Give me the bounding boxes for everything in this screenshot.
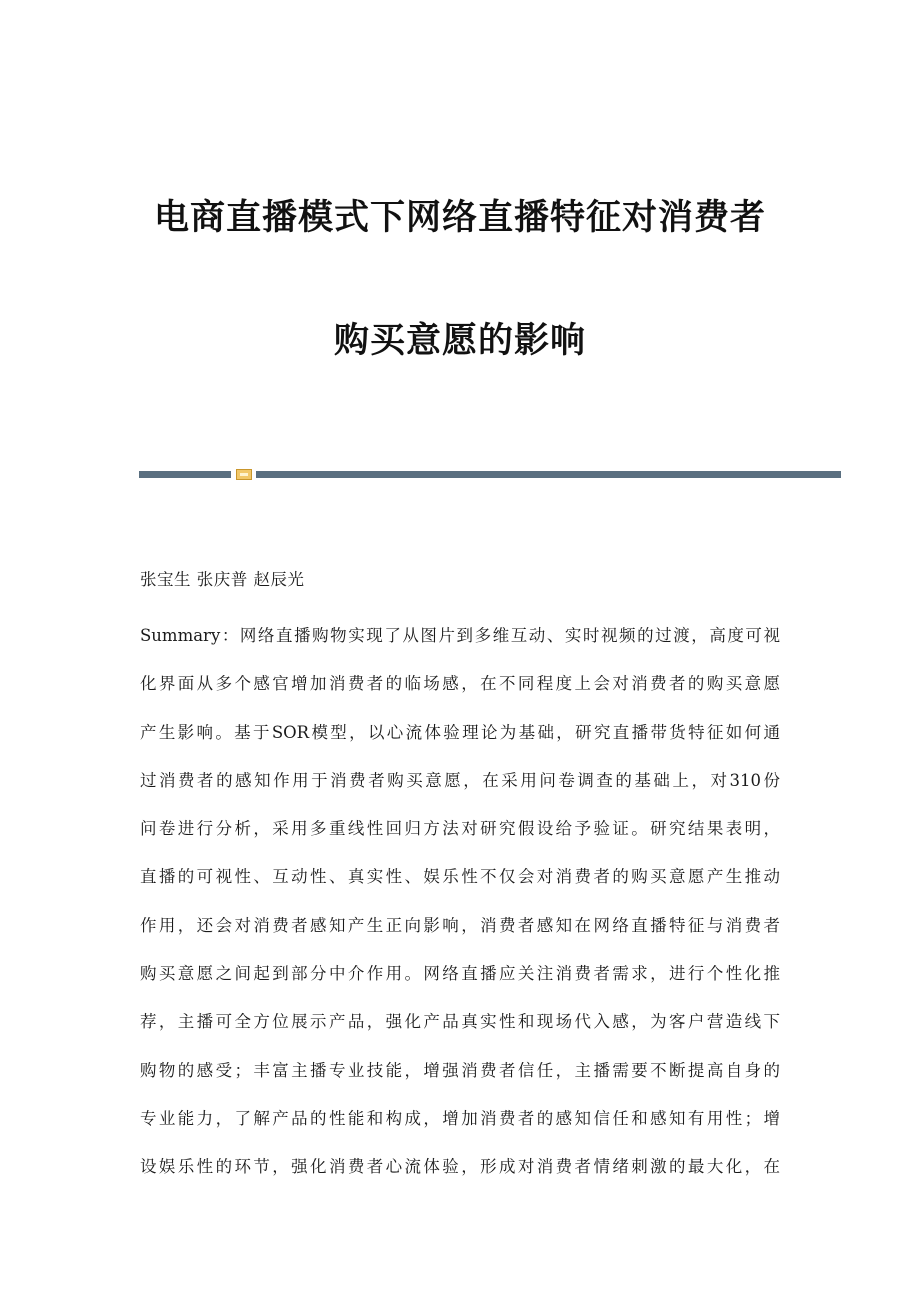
abstract-line: 化界面从多个感官增加消费者的临场感，在不同程度上会对消费者的购买意愿 (140, 674, 780, 694)
abstract-line: 产生影响。基于SOR模型，以心流体验理论为基础，研究直播带货特征如何通 (140, 722, 780, 742)
abstract-line: Summary：网络直播购物实现了从图片到多维互动、实时视频的过渡，高度可视 (140, 626, 780, 645)
abstract-line: 设娱乐性的环节，强化消费者心流体验，形成对消费者情绪刺激的最大化，在 (140, 1157, 780, 1177)
abstract-line: 荐，主播可全方位展示产品，强化产品真实性和现场代入感，为客户营造线下 (140, 1012, 780, 1032)
document-title-line-1: 电商直播模式下网络直播特征对消费者 (153, 198, 766, 238)
abstract (140, 620, 780, 1200)
abstract-line: 专业能力，了解产品的性能和构成，增加消费者的感知信任和感知有用性；增 (140, 1108, 780, 1128)
authors: 张宝生 张庆普 赵辰光 (140, 570, 305, 589)
divider-bar-right (256, 471, 841, 478)
divider-ornament-icon (236, 469, 252, 480)
document-title-line-2: 购买意愿的影响 (333, 321, 586, 361)
abstract-line: 过消费者的感知作用于消费者购买意愿，在采用问卷调查的基础上，对310份 (140, 770, 780, 790)
abstract-line: 购买意愿之间起到部分中介作用。网络直播应关注消费者需求，进行个性化推 (140, 964, 780, 984)
abstract-line: 购物的感受；丰富主播专业技能，增强消费者信任，主播需要不断提高自身的 (140, 1060, 780, 1080)
abstract-line: 作用，还会对消费者感知产生正向影响，消费者感知在网络直播特征与消费者 (140, 915, 780, 935)
divider-bar-left (139, 471, 231, 478)
abstract-line: 问卷进行分析，采用多重线性回归方法对研究假设给予验证。研究结果表明， (140, 819, 780, 839)
abstract-line: 直播的可视性、互动性、真实性、娱乐性不仅会对消费者的购买意愿产生推动 (140, 867, 780, 887)
title-divider (139, 469, 841, 479)
